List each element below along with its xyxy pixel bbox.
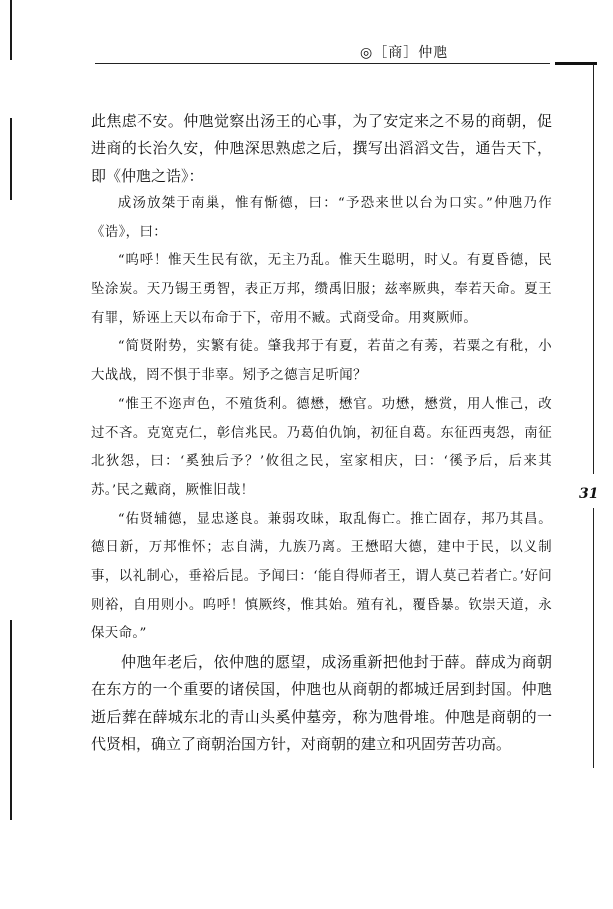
page-edge-mark [10,0,12,60]
page-edge-mark [10,118,12,200]
quote-paragraph: “简贤附势，实繁有徒。肇我邦于有夏，若苗之有莠，若粟之有秕，小大战战，罔不惧于非辜。矧予之德言足听闻？ [91,339,552,384]
header-rule [95,63,550,64]
paragraph: 仲虺年老后，依仲虺的愿望，成汤重新把他封于薛。薛成为商朝在东方的一个重要的诸侯国，仲虺也从商朝的都城迁居到封国。仲虺逝后葬在薛城东北的青山头奚仲墓旁，称为虺骨堆。仲虺是商朝的一代贤相，确立了商朝治国方针，对商朝的建立和巩固劳苦功高。 [91,653,552,754]
quote-intro: 成汤放桀于南巢，惟有惭德，曰：“予恐来世以台为口实。”仲虺乃作《诰》，曰： [91,195,552,240]
side-rule [593,64,594,474]
quote-paragraph: “呜呼！惟天生民有欲，无主乃乱。惟天生聪明，时乂。有夏昏德，民坠涂炭。天乃锡王勇智，表正万邦，缵禹旧服；兹率厥典，奉若天命。夏王有罪，矫诬上天以布命于下，帝用不臧。式商受命。用爽厥师。 [91,253,552,326]
side-rule [593,508,594,768]
header-rule-accent [555,62,597,65]
page-number: 31 [579,486,599,502]
running-header: ◎［商］仲虺 [360,45,449,61]
page-edge-mark [10,620,12,820]
paragraph: 此焦虑不安。仲虺觉察出汤王的心事，为了安定来之不易的商朝，促进商的长治久安，仲虺深思熟虑之后，撰写出滔滔文告，通告天下，即《仲虺之诰》： [91,112,552,185]
quote-paragraph: “惟王不迩声色，不殖货利。德懋，懋官。功懋，懋赏，用人惟己，改过不吝。克宽克仁，彰信兆民。乃葛伯仇饷，初征自葛。东征西夷怨，南征北狄怨，曰：‘奚独后予？’攸徂之民，室家相庆，曰：‘徯予后，后来其苏。’民之戴商，厥惟旧哉！ [91,396,552,498]
quote-paragraph: “佑贤辅德，显忠遂良。兼弱攻昧，取乱侮亡。推亡固存，邦乃其昌。德日新，万邦惟怀；志自满，九族乃离。王懋昭大德，建中于民，以义制事，以礼制心，垂裕后昆。予闻曰：‘能自得师者王，谓人莫己若者亡。’好问则裕，自用则小。呜呼！慎厥终，惟其始。殖有礼，覆昏暴。钦崇天道，永保天命。” [91,511,552,642]
page-body [91,108,552,758]
